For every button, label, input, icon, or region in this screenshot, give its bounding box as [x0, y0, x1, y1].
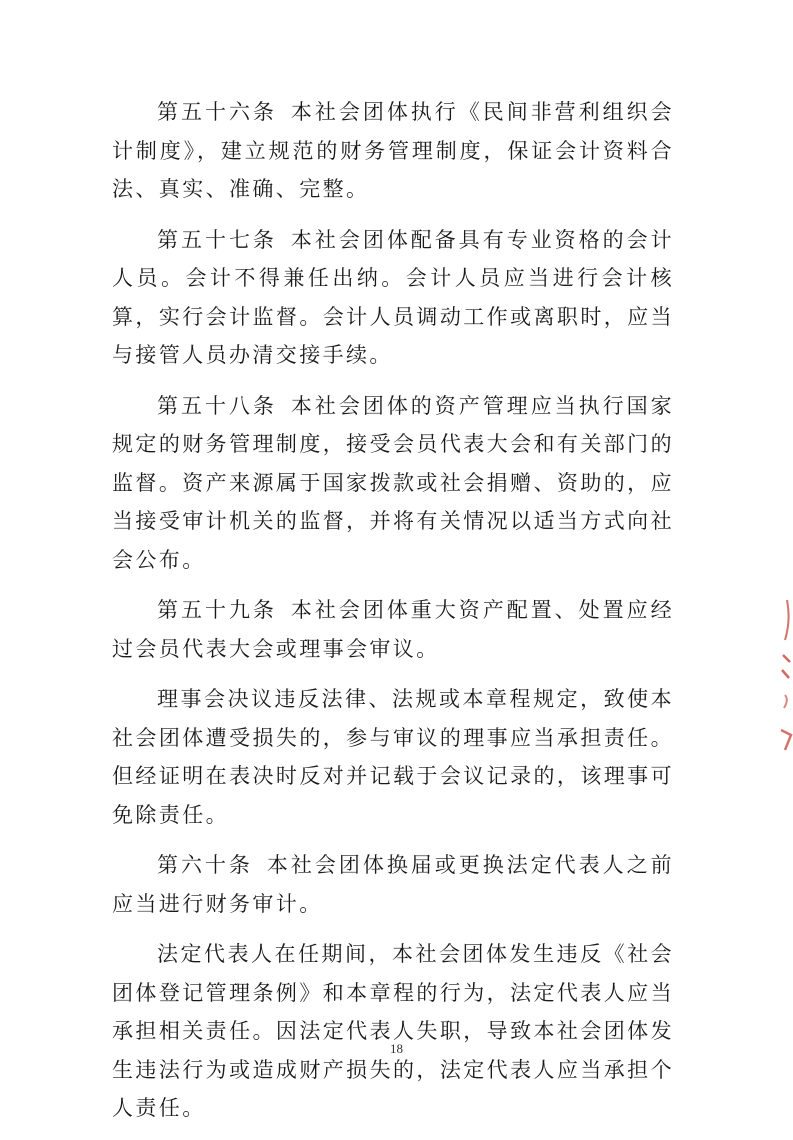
article-number: 第五十八条 — [157, 393, 277, 418]
article-number: 第五十七条 — [157, 227, 277, 252]
article-59-paragraph-2 — [112, 680, 674, 834]
seal-edge-mark — [785, 600, 789, 640]
article-57 — [112, 221, 674, 375]
paragraph-text: 法定代表人在任期间，本社会团体发生违反《社会团体登记管理条例》和本章程的行为，法定代表人应当承担相关责任。因法定代表人失职，导致本社会团体发生违法行为或造成财产损失的，法定代表人应当承担个人责任。 — [112, 942, 674, 1120]
document-body — [112, 93, 674, 1140]
paragraph-text: 理事会决议违反法律、法规或本章程规定，致使本社会团体遭受损失的，参与审议的理事应当承担责任。但经证明在表决时反对并记载于会议记录的，该理事可免除责任。 — [112, 687, 674, 827]
article-text: 本社会团体换届或更换法定代表人之前应当进行财务审计。 — [112, 853, 674, 916]
article-60-paragraph-2 — [112, 935, 674, 1128]
seal-edge-mark — [781, 730, 791, 750]
article-number: 第六十条 — [157, 853, 253, 877]
article-text: 本社会团体重大资产配置、处置应经过会员代表大会或理事会审议。 — [112, 598, 675, 661]
article-56 — [112, 93, 674, 209]
seal-edge-mark — [782, 655, 790, 678]
article-number: 第五十九条 — [157, 598, 277, 622]
article-60 — [112, 846, 674, 923]
article-58 — [112, 387, 674, 580]
seal-fragment-icon — [775, 600, 793, 760]
article-text: 本社会团体配备具有专业资格的会计人员。会计不得兼任出纳。会计人员应当进行会计核算，实行会计监督。会计人员调动工作或离职时，应当与接管人员办清交接手续。 — [112, 227, 675, 367]
article-text: 本社会团体执行《民间非营利组织会计制度》，建立规范的财务管理制度，保证会计资料合法、真实、准确、完整。 — [112, 100, 675, 201]
article-59 — [112, 591, 674, 668]
page-number: 18 — [390, 1041, 403, 1056]
article-text: 本社会团体的资产管理应当执行国家规定的财务管理制度，接受会员代表大会和有关部门的监督。资产来源属于国家拨款或社会捐赠、资助的，应当接受审计机关的监督，并将有关情况以适当方式向社会公布。 — [112, 393, 675, 572]
article-number: 第五十六条 — [157, 100, 277, 124]
seal-edge-mark — [784, 695, 787, 708]
